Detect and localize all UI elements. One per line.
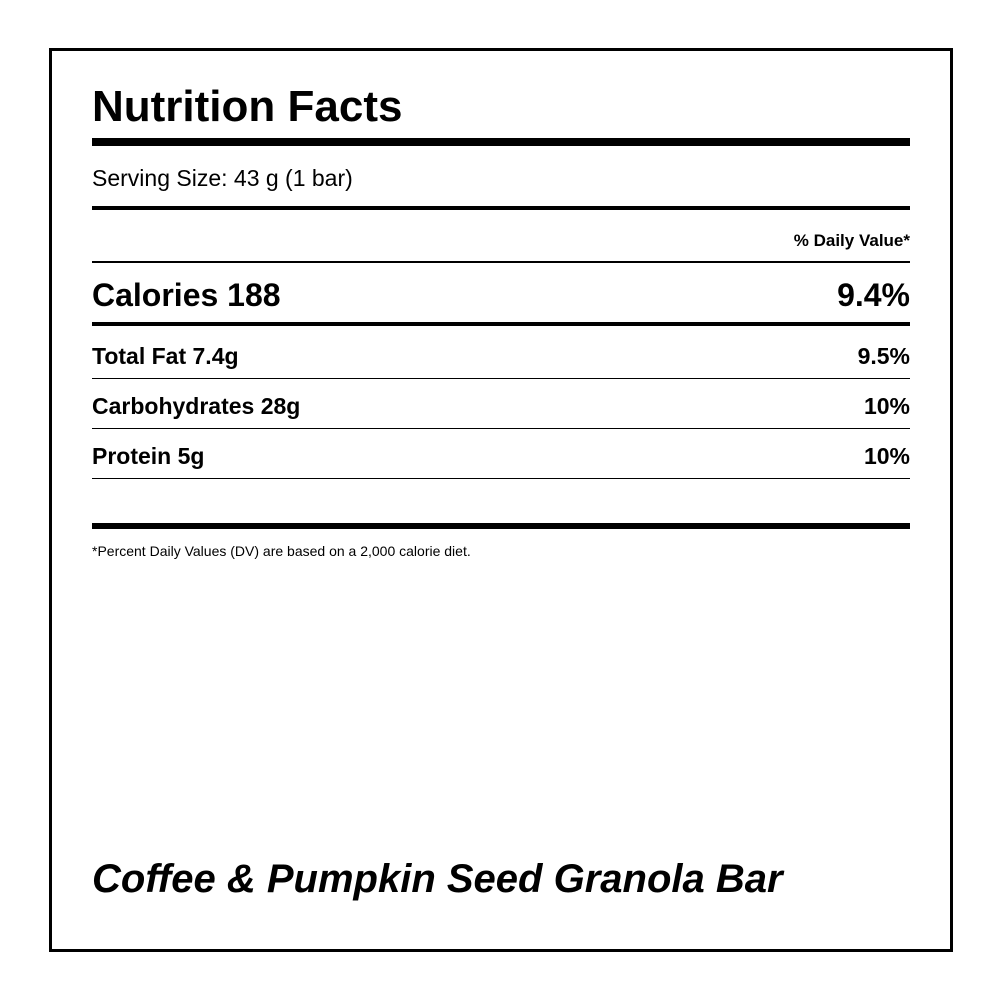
nutrient-row-total-fat — [92, 341, 910, 371]
nutrient-divider — [92, 428, 910, 429]
label-title: Nutrition Facts — [92, 82, 403, 131]
daily-value-divider — [92, 261, 910, 263]
calories-label: Calories 188 — [92, 276, 281, 313]
daily-value-header: % Daily Value* — [793, 231, 910, 250]
nutrition-label-content — [92, 51, 910, 949]
footnote: *Percent Daily Values (DV) are based on a 2,000 calorie diet. — [92, 543, 471, 559]
footnote-divider — [92, 523, 910, 529]
nutrient-daily-value: 10% — [863, 442, 910, 469]
serving-size: Serving Size: 43 g (1 bar) — [92, 165, 353, 191]
nutrient-label: Total Fat 7.4g — [92, 342, 239, 369]
title-divider — [92, 138, 910, 146]
nutrient-label: Carbohydrates 28g — [92, 392, 301, 419]
nutrient-daily-value: 10% — [863, 392, 910, 419]
nutrient-row-protein — [92, 441, 910, 471]
nutrient-daily-value: 9.5% — [857, 342, 910, 369]
serving-divider — [92, 206, 910, 210]
calories-row — [92, 275, 910, 315]
nutrition-label — [49, 48, 953, 952]
nutrient-divider — [92, 378, 910, 379]
product-name: Coffee & Pumpkin Seed Granola Bar — [92, 857, 783, 901]
calories-divider — [92, 322, 910, 326]
nutrient-label: Protein 5g — [92, 442, 205, 469]
nutrient-row-carbohydrates — [92, 391, 910, 421]
calories-daily-value: 9.4% — [837, 276, 910, 313]
nutrient-divider — [92, 478, 910, 479]
